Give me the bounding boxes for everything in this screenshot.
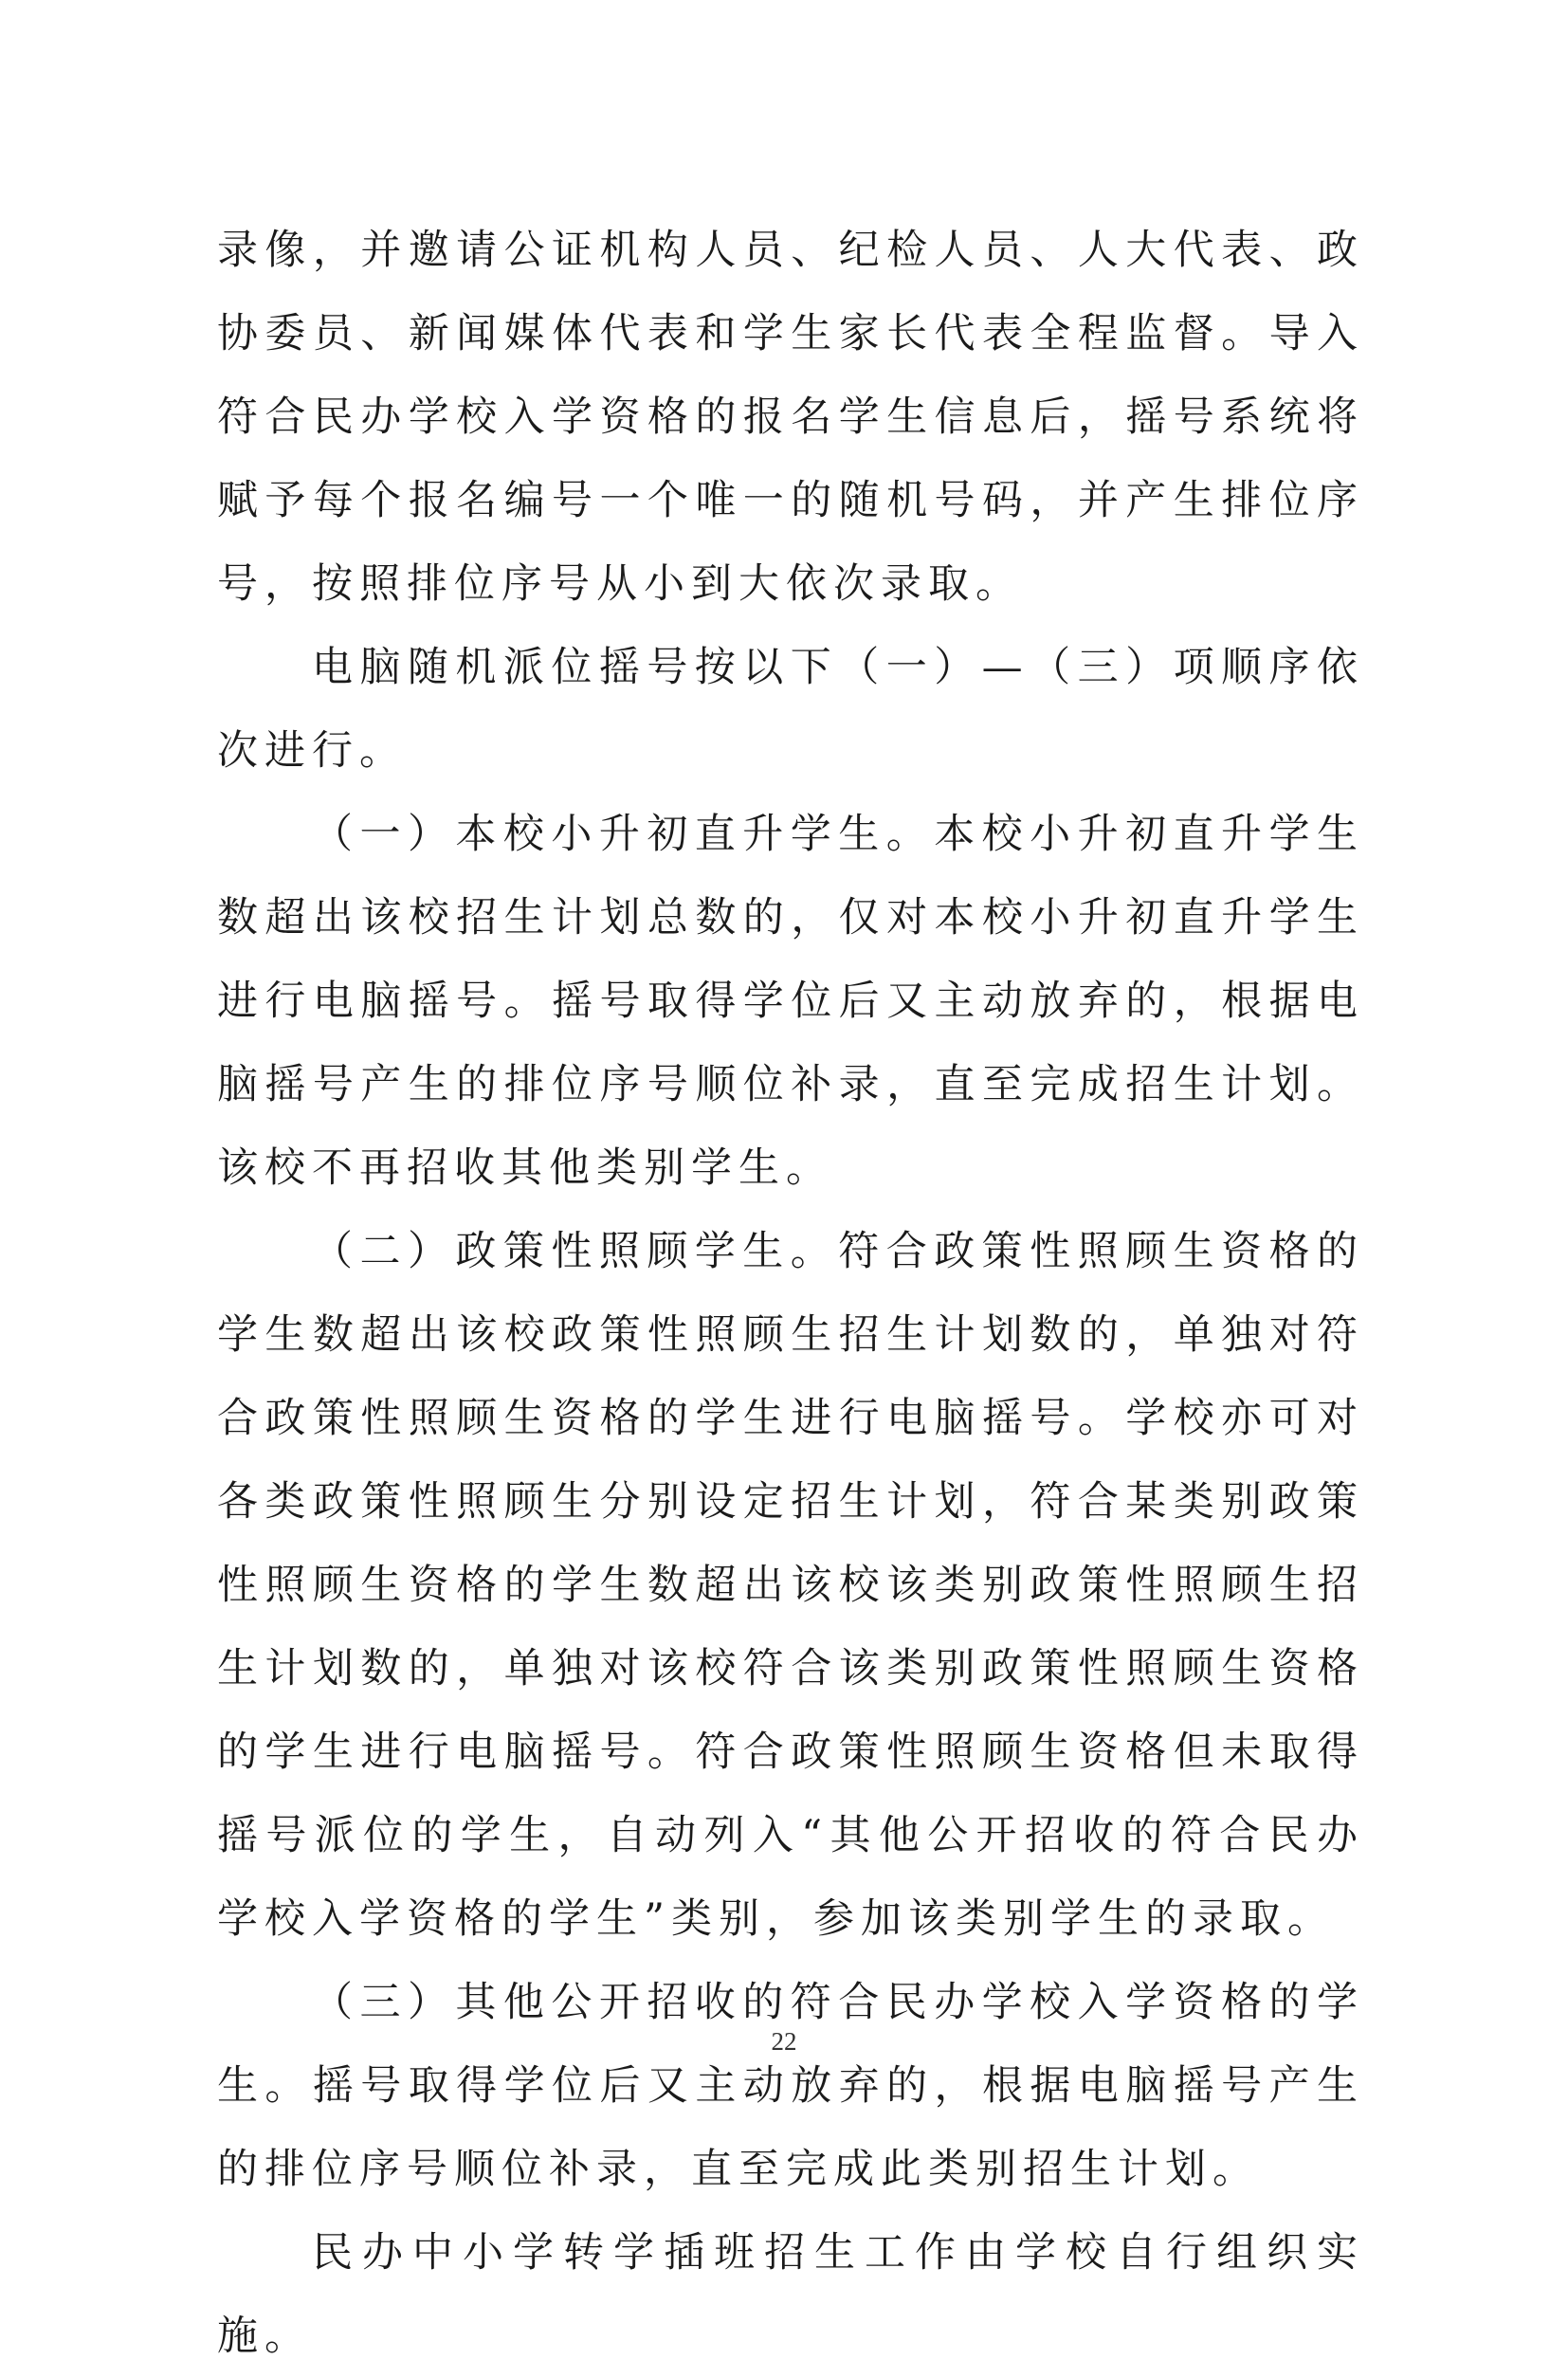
- paragraph-item-3: （三）其他公开招收的符合民办学校入学资格的学生。摇号取得学位后又主动放弃的，根据电脑摇号产生的排位序号顺位补录，直至完成此类别招生计划。: [217, 1979, 1364, 2193]
- paragraph-transfer: 民办中小学转学插班招生工作由学校自行组织实施。: [217, 2229, 1364, 2360]
- paragraph-lottery-order: 电脑随机派位摇号按以下（一）—（三）项顺序依次进行。: [217, 644, 1364, 775]
- paragraph-continuation: 录像，并邀请公证机构人员、纪检人员、人大代表、政协委员、新闻媒体代表和学生家长代表全程监督。导入符合民办学校入学资格的报名学生信息后，摇号系统将赋予每个报名编号一个唯一的随机号码，并产生排位序号，按照排位序号从小到大依次录取。: [217, 227, 1364, 608]
- page-number: 22: [771, 2027, 797, 2056]
- paragraph-item-2: （二）政策性照顾学生。符合政策性照顾生资格的学生数超出该校政策性照顾生招生计划数的，单独对符合政策性照顾生资格的学生进行电脑摇号。学校亦可对各类政策性照顾生分别设定招生计划，符合某类别政策性照顾生资格的学生数超出该校该类别政策性照顾生招生计划数的，单独对该校符合该类别政策性照顾生资格的学生进行电脑摇号。符合政策性照顾生资格但未取得摇号派位的学生，自动列入“其他公开招收的符合民办学校入学资格的学生”类别，参加该类别学生的录取。: [217, 1228, 1364, 1943]
- paragraph-item-1: （一）本校小升初直升学生。本校小升初直升学生数超出该校招生计划总数的，仅对本校小升初直升学生进行电脑摇号。摇号取得学位后又主动放弃的，根据电脑摇号产生的排位序号顺位补录，直至完成招生计划。该校不再招收其他类别学生。: [217, 811, 1364, 1192]
